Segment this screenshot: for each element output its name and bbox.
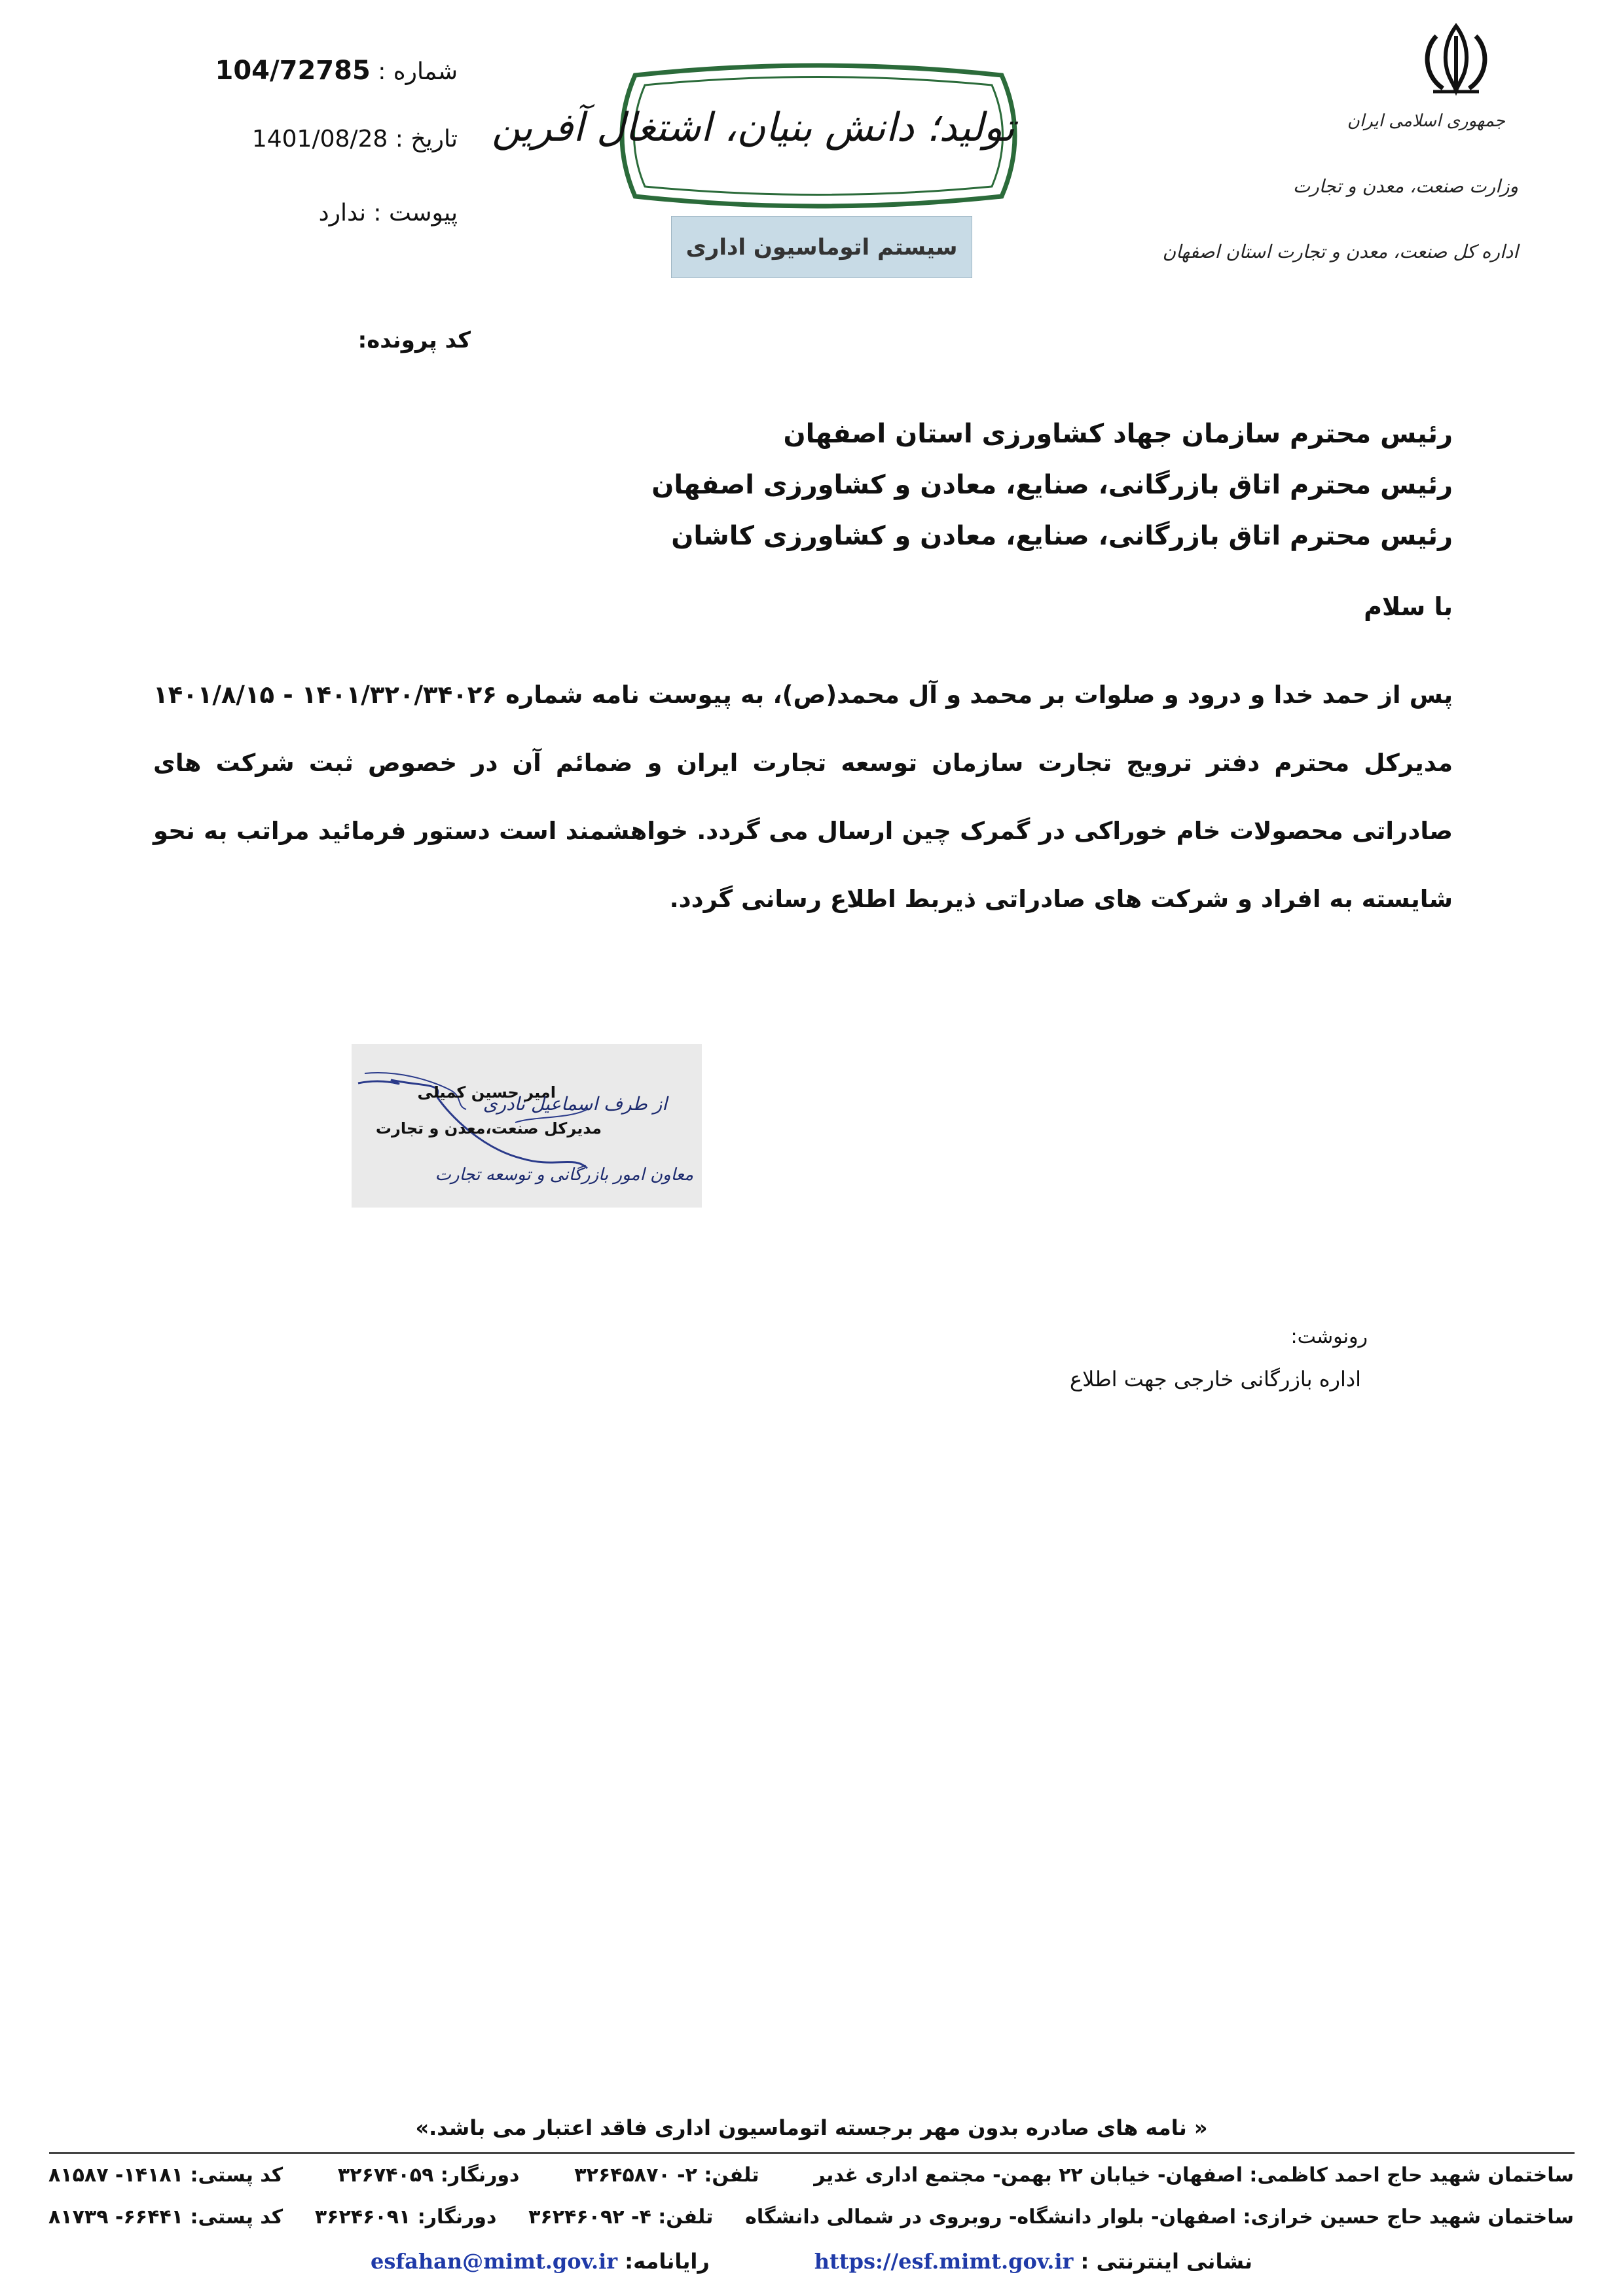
footer-email-block — [371, 2249, 710, 2274]
recipient-3: رئیس محترم اتاق بازرگانی، صنایع، معادن و کشاورزی کاشان — [671, 521, 1453, 551]
footer-web — [0, 2249, 1623, 2274]
greeting: با سلام — [1364, 592, 1453, 621]
letter-date — [252, 126, 458, 152]
letter-date-label: تاریخ : — [395, 126, 458, 152]
email-link[interactable]: esfahan@mimt.gov.ir — [370, 2249, 618, 2274]
attachment-value: ندارد — [318, 200, 366, 226]
footer-website-block — [814, 2249, 1252, 2274]
footer-address-2: ساختمان شهید حاج حسین خرازی: اصفهان- بلوار دانشگاه- روبروی در شمالی دانشگاه — [745, 2206, 1574, 2229]
email-label: رایانامه: — [625, 2249, 710, 2274]
footer-fax-1: دورنگار: ۳۲۶۷۴۰۵۹ — [337, 2164, 520, 2187]
website-label: نشانی اینترنتی : — [1080, 2249, 1253, 2274]
footer-address-1: ساختمان شهید حاج احمد کاظمی: اصفهان- خیابان ۲۲ بهمن- مجتمع اداری غدیر — [814, 2164, 1574, 2187]
footer-office-2 — [48, 2206, 1574, 2229]
system-label-box — [671, 216, 972, 278]
cc-item: اداره بازرگانی خارجی جهت اطلاع — [1070, 1367, 1361, 1391]
letter-date-value: 1401/08/28 — [251, 126, 388, 152]
footer-office-1 — [48, 2164, 1574, 2187]
signature-handwritten-1: از طرف اسماعیل نادری — [483, 1093, 667, 1115]
footer-postal-2: کد پستی: ۶۶۴۴۱- ۸۱۷۳۹ — [48, 2206, 283, 2229]
letter-body: پس از حمد خدا و درود و صلوات بر محمد و آل محمد(ص)، به پیوست نامه شماره ۱۴۰۱/۳۲۰/۳۴۰۲۶ - ۱۴۰۱/۸/۱۵ مدیرکل محترم دفتر ترویج تجارت سازمان توسعه تجارت ایران و ضمائم آن در خصوص ثبت شرکت های صادراتی محصولات خام خوراکی در گمرک چین ارسال می گردد. خواهشمند است دستور فرمائید مراتب به نحو شایسته به افراد و شرکت های صادراتی ذیربط اطلاع رسانی گردد. — [153, 681, 1453, 913]
footer-phone-1: تلفن: ۲- ۳۲۶۴۵۸۷۰ — [574, 2164, 759, 2187]
letter-number-label: شماره : — [378, 58, 458, 85]
attachment-label: پیوست : — [373, 200, 458, 226]
footer-phone-2: تلفن: ۴- ۳۶۲۴۶۰۹۲ — [528, 2206, 714, 2229]
header-country: جمهوری اسلامی ایران — [1347, 111, 1505, 131]
recipient-2: رئیس محترم اتاق بازرگانی، صنایع، معادن و کشاورزی اصفهان — [651, 470, 1453, 500]
signature-handwritten-2: معاون امور بازرگانی و توسعه تجارت — [435, 1165, 693, 1185]
recipient-1: رئیس محترم سازمان جهاد کشاورزی استان اصفهان — [783, 419, 1453, 449]
letter-number-value: 104/72785 — [215, 56, 371, 86]
system-label: سیستم اتوماسیون اداری — [685, 234, 958, 260]
signatory-name: امیر حسین کمیلی — [417, 1083, 556, 1102]
website-link[interactable]: https://esf.mimt.gov.ir — [814, 2249, 1074, 2274]
file-code-label: کد پرونده: — [357, 327, 471, 353]
letter-attachment — [319, 200, 458, 226]
footer-fax-2: دورنگار: ۳۶۲۴۶۰۹۱ — [314, 2206, 497, 2229]
signatory-title: مدیرکل صنعت،معدن و تجارت — [375, 1119, 602, 1138]
footer-postal-1: کد پستی: ۱۴۱۸۱- ۸۱۵۸۷ — [48, 2164, 283, 2187]
iran-emblem-icon — [1407, 20, 1505, 98]
letter-number — [215, 56, 458, 86]
slogan-text: تولید؛ دانش بنیان، اشتغال آفرین — [492, 105, 1015, 151]
footer-validity-note: « نامه های صادره بدون مهر برجسته اتوماسیون اداری فاقد اعتبار می باشد.» — [415, 2115, 1208, 2140]
header-ministry: وزارت صنعت، معدن و تجارت — [1292, 175, 1518, 197]
footer-divider — [49, 2152, 1575, 2154]
header-department: اداره کل صنعت، معدن و تجارت استان اصفهان — [1162, 241, 1518, 262]
cc-label: رونوشت: — [1290, 1325, 1368, 1348]
